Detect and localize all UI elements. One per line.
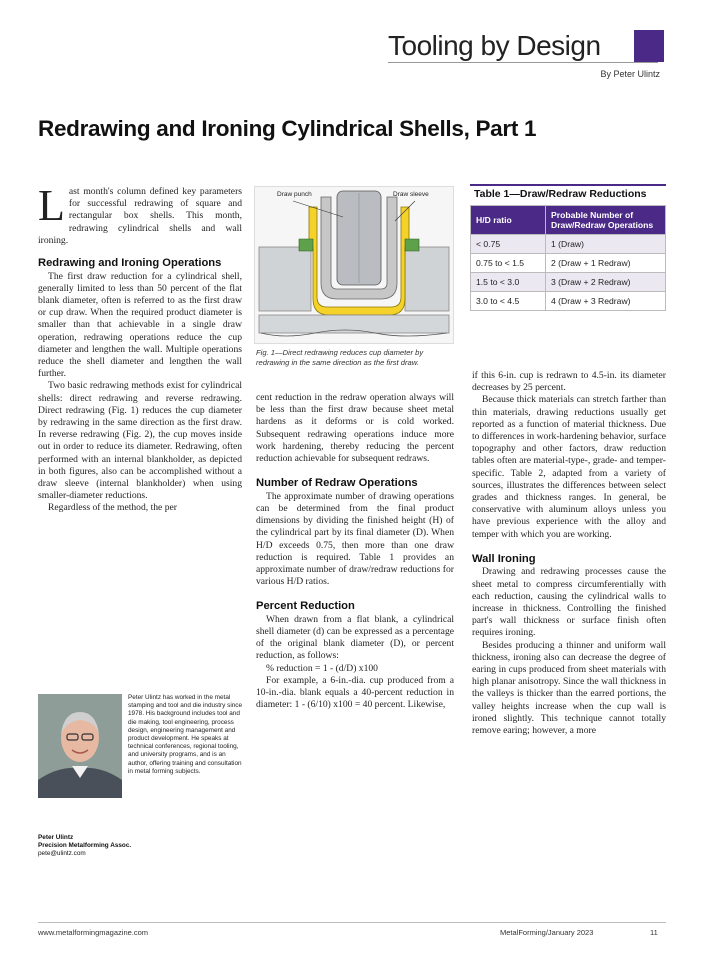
author-photo xyxy=(38,694,122,798)
table-1 xyxy=(470,184,666,311)
table-cell: 0.75 to < 1.5 xyxy=(471,253,546,272)
table-header-row xyxy=(471,205,666,234)
paragraph: Besides producing a thinner and uniform wall thickness, ironing also can decrease the degree of earing in cups produced from sheet materials with high planar anisotropy. Since the wall thickness in the valleys is thicker than the earred portions, the valley heights increase when the cup wall is ironed slightly. This technique cannot totally remove earing; however, a more xyxy=(472,639,666,736)
table-cell: 3.0 to < 4.5 xyxy=(471,291,546,310)
draw-reduction-table xyxy=(470,205,666,311)
formula: % reduction = 1 - (d/D) x100 xyxy=(266,662,378,674)
article-title: Redrawing and Ironing Cylindrical Shells, Part 1 xyxy=(38,116,537,141)
figure-label-left: Draw punch xyxy=(277,191,312,198)
header-rule xyxy=(388,62,658,63)
author-contact xyxy=(38,834,242,859)
paragraph: The first draw reduction for a cylindrical shell, generally limited to less than 50 percent of the flat blank diameter, often is referred to as the first draw or cup draw. When the required product diameter is smaller than that achievable in a single draw operation, redrawing operations reduce the cup diameter and lengthen the wall. Multiple operations reduce the shell diameter and lengthen the wall further. xyxy=(38,270,242,380)
figure-label-right: Draw sleeve xyxy=(393,191,429,198)
page-number: 11 xyxy=(650,928,658,937)
table-cell: 1.5 to < 3.0 xyxy=(471,272,546,291)
die-left xyxy=(259,247,311,311)
table-title: Table 1—Draw/Redraw Reductions xyxy=(470,184,666,205)
section-accent-block xyxy=(634,30,664,62)
footer-issue: MetalForming/January 2023 xyxy=(500,928,594,937)
paragraph: Drawing and redrawing processes cause the sheet metal to compress circumferentially with each reduction, causing the cylindrical walls to increase in thickness. Controlling the finished part's wall thickness or surface finish often requires ironing. xyxy=(472,566,666,639)
heading-wall-ironing: Wall Ironing xyxy=(472,552,536,565)
footer-rule xyxy=(38,922,666,923)
author-portrait-icon xyxy=(38,694,122,798)
paragraph: Two basic redrawing methods exist for cylindrical shells: direct redrawing and reverse redrawing. Direct redrawing (Fig. 1) reduces the cup diameter by redrawing in the same direction as the first draw. In reverse redrawing (Fig. 2), the cup moves inside out in order to reduce its diameter. Redrawing, often performed with an internal blankholder, as depicted in both figures, also can be accomplished without a draw sleeve (internal blankholder) when using smaller-diameter reductions. xyxy=(38,380,242,502)
die-right xyxy=(405,247,449,311)
table-cell: 3 (Draw + 2 Redraw) xyxy=(546,272,666,291)
table-cell: < 0.75 xyxy=(471,234,546,253)
paragraph: Regardless of the method, the per xyxy=(48,502,177,514)
table-row xyxy=(471,234,666,253)
bio-text: Peter Ulintz has worked in the metal stamping and tool and die industry since 1978. His background includes tool and die making, tool engineering, process design, engineering management and product development. He speaks at technical conferences, regional tooling, and university programs, and is an author, offering training and consultation in metal forming subjects. xyxy=(128,694,243,775)
paragraph: cent reduction in the redraw operation always will be less than the first draw because sheet metal hardens as it deforms or is cold worked. Subsequent redrawing operations induce more work hardening, thereby reducing the percent reduction achievable for subsequent redraws. xyxy=(256,392,454,465)
author-email[interactable]: pete@ulintz.com xyxy=(38,850,86,858)
figure-1 xyxy=(254,186,454,344)
author-name: Peter Ulintz xyxy=(38,834,74,841)
table-cell: 2 (Draw + 1 Redraw) xyxy=(546,253,666,272)
intro-paragraph xyxy=(38,181,242,247)
table-row xyxy=(471,291,666,310)
column-1 xyxy=(38,181,242,515)
byline: By Peter Ulintz xyxy=(600,69,660,79)
table-header: H/D ratio xyxy=(471,205,546,234)
column-3 xyxy=(472,370,666,737)
heading-percent-reduction: Percent Reduction xyxy=(256,600,355,613)
paragraph: The approximate number of drawing operations can be determined from the final product dimensions by dividing the finished height (H) of the cylindrical part by its final diameter (D). When H/D exceeds 0.75, then more than one draw reduction is required. Table 1 provides an approximate number of draw/redraw reductions for various H/D ratios. xyxy=(256,490,454,588)
drop-cap: L xyxy=(38,181,65,230)
heading-redrawing: Redrawing and Ironing Operations xyxy=(38,257,222,270)
paragraph: When drawn from a flat blank, a cylindrical shell diameter (d) can be expressed as a percentage of the original blank diameter (D), or percent reduction, as follows: xyxy=(256,613,454,662)
author-bio xyxy=(128,694,244,776)
redraw-diagram xyxy=(255,187,453,343)
paragraph: For example, a 6-in.-dia. cup produced from a 10-in.-dia. blank equals a 40-percent reduction in diameter: 1 - (6/10) x100 = 40 percent. Likewise, xyxy=(256,674,454,711)
table-cell: 1 (Draw) xyxy=(546,234,666,253)
table-row xyxy=(471,272,666,291)
paragraph: if this 6-in. cup is redrawn to 4.5-in. its diameter decreases by 25 percent. xyxy=(472,370,666,394)
table-cell: 4 (Draw + 3 Redraw) xyxy=(546,291,666,310)
table-header: Probable Number of Draw/Redraw Operations xyxy=(546,205,666,234)
author-company: Precision Metalforming Assoc. xyxy=(38,842,132,850)
heading-number-of-redraws: Number of Redraw Operations xyxy=(256,477,418,490)
intro-text: ast month's column defined key parameters for successful redrawing of square and rectangular box shells. This month, redrawing cylindrical shells and wall ironing. xyxy=(38,186,242,246)
table-row xyxy=(471,253,666,272)
figure-caption: Fig. 1—Direct redrawing reduces cup diameter by redrawing in the same direction as the first draw. xyxy=(256,348,424,367)
paragraph: Because thick materials can stretch farther than thin materials, drawing reductions usually get reported as a function of material thickness. Due to differences in work-hardening behavior, surface topography and other factors, draw reduction tables often are material-type-, grade- and temper-specific. Table 2, adapted from a variety of sources, illustrates the differences between select grades and thickness ranges. In general, be conservative with aluminum alloys unless you have previous experience with the alloy and temper with which you are working. xyxy=(472,394,666,540)
section-title: Tooling by Design xyxy=(388,30,601,61)
footer-url[interactable]: www.metalformingmagazine.com xyxy=(38,928,149,937)
column-2 xyxy=(256,392,454,711)
